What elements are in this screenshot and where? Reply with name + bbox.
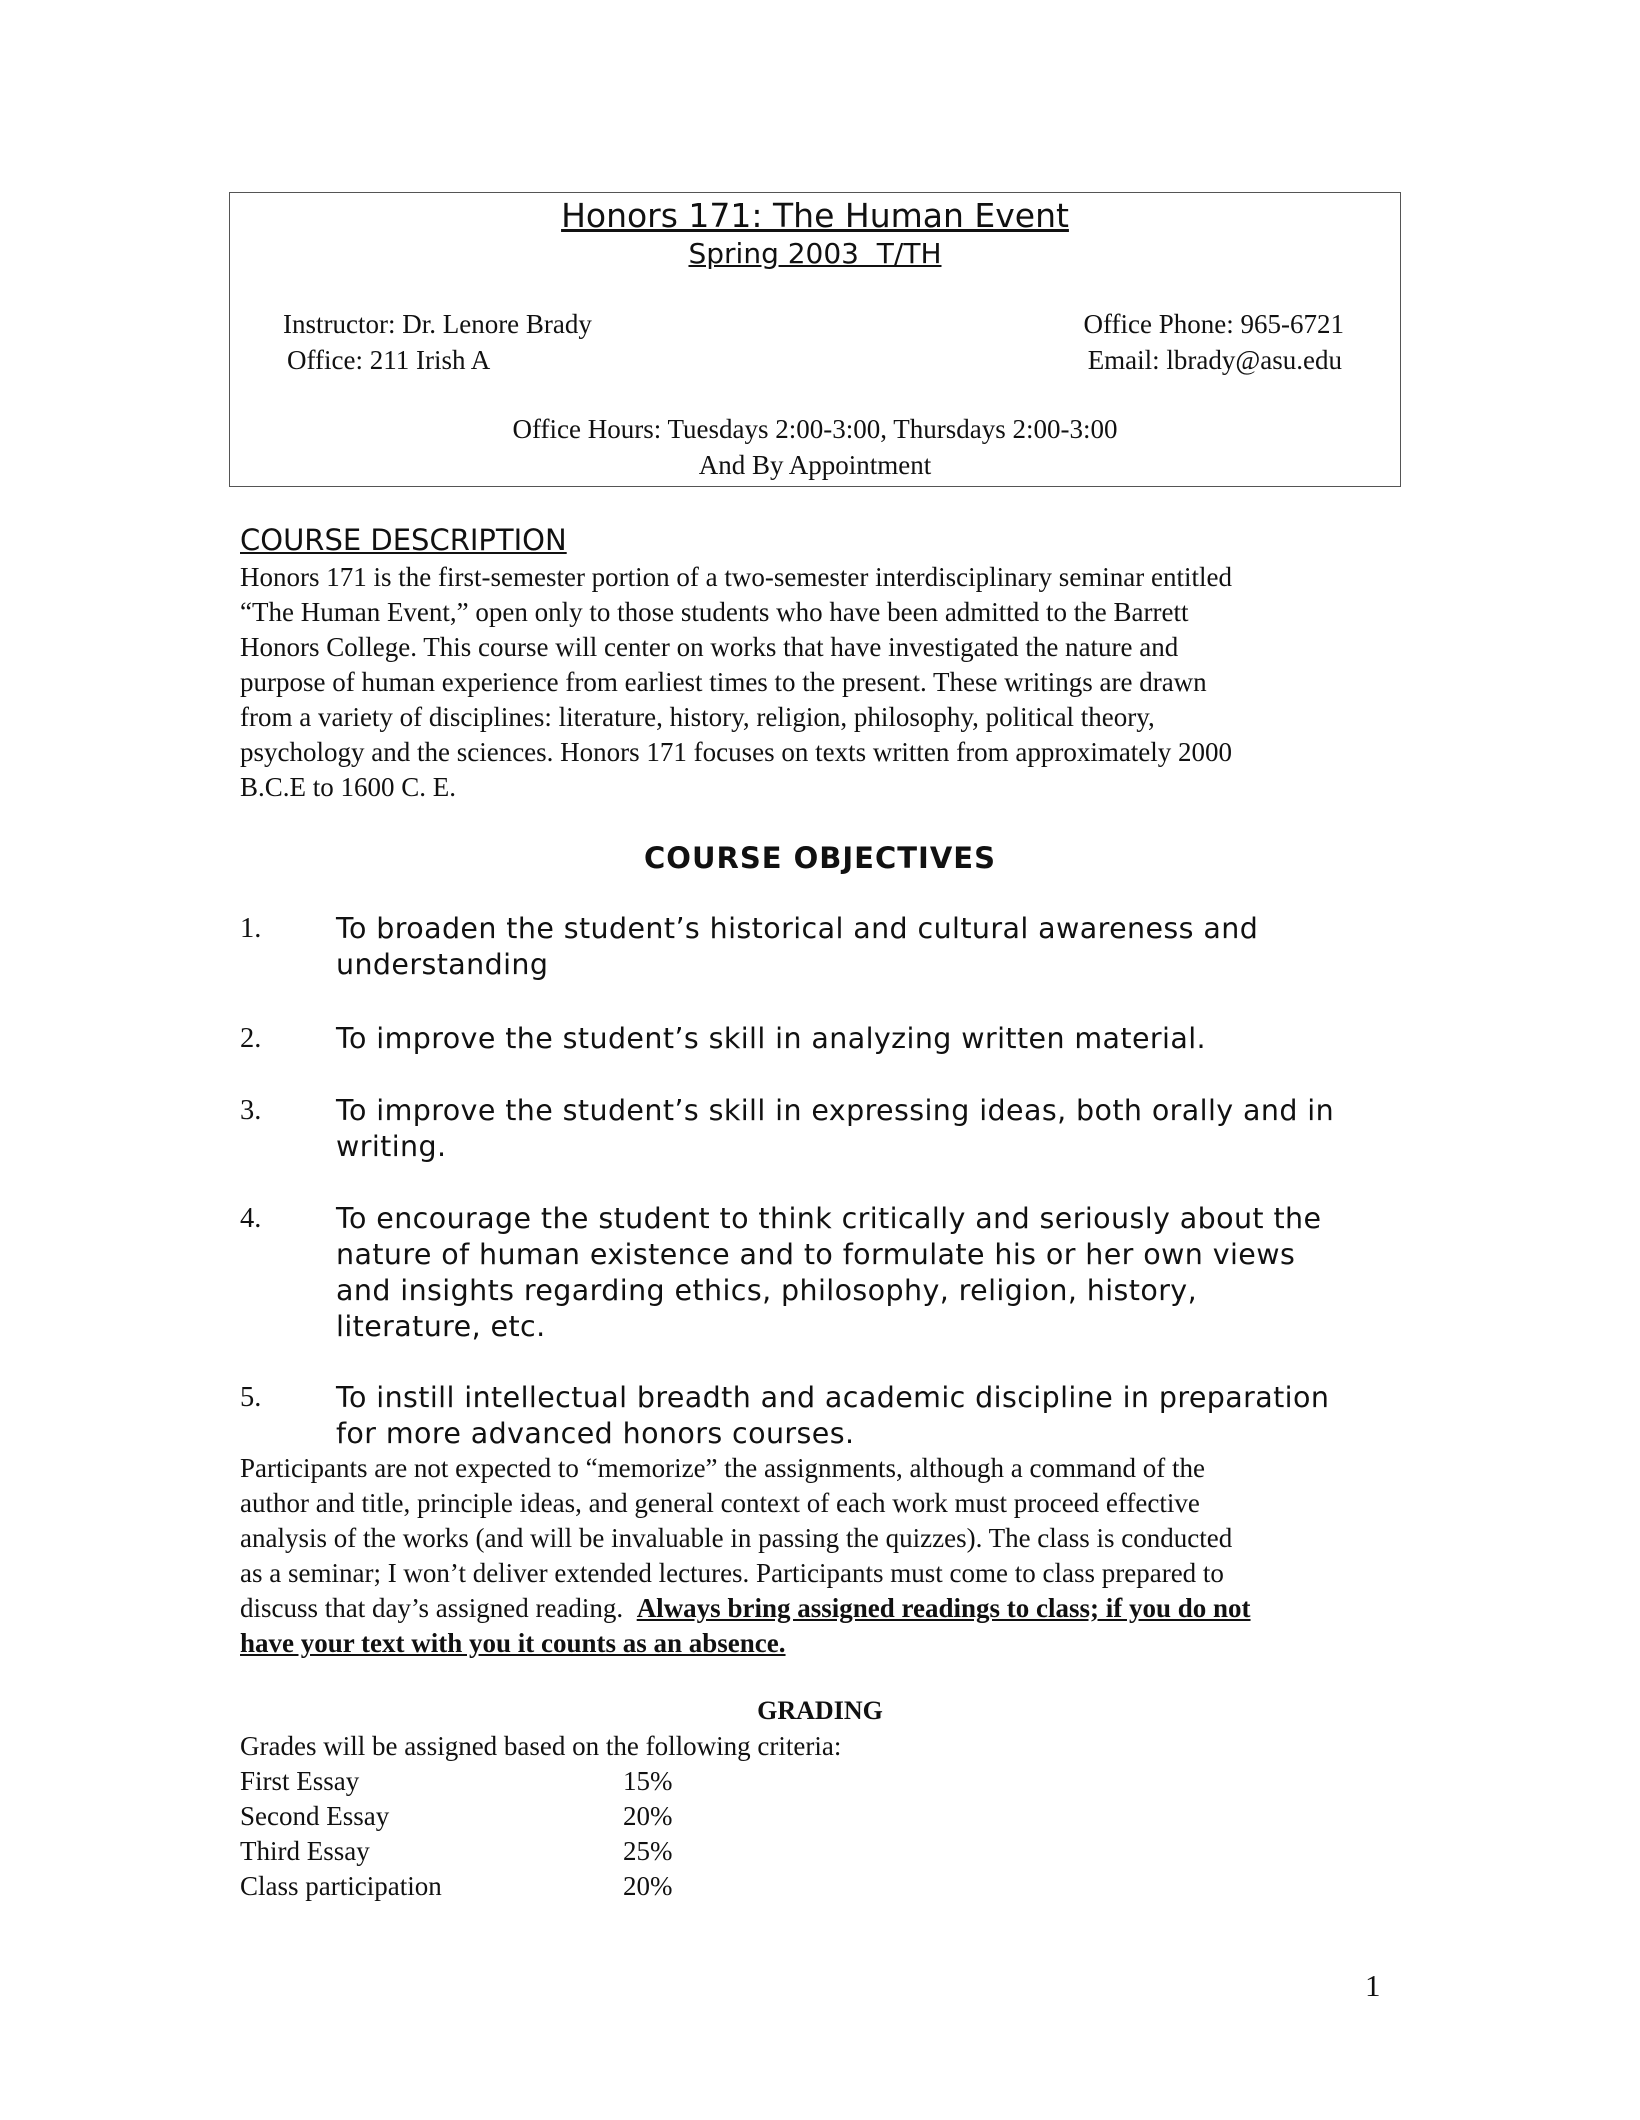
objective-line: nature of human existence and to formulate his or her own views bbox=[336, 1238, 1296, 1271]
paragraph-text: discuss that day’s assigned reading. bbox=[240, 1593, 637, 1623]
grading-intro: Grades will be assigned based on the following criteria: bbox=[240, 1731, 842, 1761]
course-description-heading: COURSE DESCRIPTION bbox=[240, 523, 567, 557]
paragraph-line: psychology and the sciences. Honors 171 focuses on texts written from approximately 2000 bbox=[240, 737, 1233, 767]
objective-number: 1. bbox=[240, 913, 262, 944]
objective-line: and insights regarding ethics, philosophy, religion, history, bbox=[336, 1274, 1198, 1307]
paragraph-line: Participants are not expected to “memorize” the assignments, although a command of the bbox=[240, 1453, 1205, 1483]
objective-line: To encourage the student to think critically and seriously about the bbox=[336, 1202, 1322, 1235]
grading-row bbox=[240, 1834, 840, 1868]
grading-item: Class participation bbox=[240, 1871, 442, 1901]
objective-number: 4. bbox=[240, 1203, 262, 1234]
participation-paragraph bbox=[240, 1451, 1405, 1661]
grading-heading: GRADING bbox=[757, 1696, 883, 1725]
grading-row bbox=[240, 1764, 840, 1798]
objective-line: for more advanced honors courses. bbox=[336, 1417, 855, 1450]
objective-number: 2. bbox=[240, 1023, 262, 1054]
objective-number: 5. bbox=[240, 1382, 262, 1413]
grading-percent: 15% bbox=[623, 1766, 673, 1796]
objective-number: 3. bbox=[240, 1095, 262, 1126]
grading-item: Third Essay bbox=[240, 1836, 370, 1866]
grading-row bbox=[240, 1799, 840, 1833]
office-hours-appointment: And By Appointment bbox=[698, 450, 932, 480]
objective-line: writing. bbox=[336, 1130, 447, 1163]
office-location: Office: 211 Irish A bbox=[287, 345, 491, 375]
paragraph-line: Honors 171 is the first-semester portion of a two-semester interdisciplinary seminar entitled bbox=[240, 562, 1232, 592]
office-phone: Office Phone: 965-6721 bbox=[1083, 309, 1344, 339]
course-title: Honors 171: The Human Event bbox=[561, 196, 1069, 235]
course-term: Spring 2003 T/TH bbox=[688, 237, 942, 270]
objective-line: To instill intellectual breadth and academic discipline in preparation bbox=[336, 1381, 1330, 1414]
paragraph-line: Honors College. This course will center on works that have investigated the nature and bbox=[240, 632, 1179, 662]
objective-line: To improve the student’s skill in analyzing written material. bbox=[336, 1022, 1207, 1055]
paragraph-line: B.C.E to 1600 C. E. bbox=[240, 772, 457, 802]
course-header-box bbox=[229, 192, 1401, 487]
instructor-email: Email: lbrady@asu.edu bbox=[1087, 345, 1342, 375]
paragraph-line: “The Human Event,” open only to those students who have been admitted to the Barrett bbox=[240, 597, 1189, 627]
page-number: 1 bbox=[1365, 1968, 1381, 2003]
paragraph-line: as a seminar; I won’t deliver extended lectures. Participants must come to class prepared to bbox=[240, 1558, 1224, 1588]
paragraph-line bbox=[240, 1591, 1405, 1626]
attendance-rule-emphasis: Always bring assigned readings to class; if you do not bbox=[636, 1593, 1251, 1623]
paragraph-line: from a variety of disciplines: literature, history, religion, philosophy, political theory, bbox=[240, 702, 1155, 732]
grading-percent: 25% bbox=[623, 1836, 673, 1866]
instructor-name: Instructor: Dr. Lenore Brady bbox=[283, 309, 592, 339]
attendance-rule-emphasis: have your text with you it counts as an absence. bbox=[240, 1628, 786, 1658]
paragraph-line: author and title, principle ideas, and general context of each work must proceed effective bbox=[240, 1488, 1200, 1518]
grading-item: First Essay bbox=[240, 1766, 360, 1796]
grading-row bbox=[240, 1869, 840, 1903]
grading-percent: 20% bbox=[623, 1801, 673, 1831]
grading-item: Second Essay bbox=[240, 1801, 390, 1831]
objective-line: To improve the student’s skill in expressing ideas, both orally and in bbox=[336, 1094, 1335, 1127]
paragraph-line: purpose of human experience from earliest times to the present. These writings are drawn bbox=[240, 667, 1207, 697]
objective-line: To broaden the student’s historical and cultural awareness and bbox=[336, 912, 1259, 945]
course-description-paragraph bbox=[240, 560, 1405, 805]
course-objectives-heading: COURSE OBJECTIVES bbox=[644, 841, 996, 875]
objective-line: understanding bbox=[336, 948, 549, 981]
paragraph-line: analysis of the works (and will be invaluable in passing the quizzes). The class is conducted bbox=[240, 1523, 1233, 1553]
objective-line: literature, etc. bbox=[336, 1310, 546, 1343]
office-hours: Office Hours: Tuesdays 2:00-3:00, Thursdays 2:00-3:00 bbox=[512, 414, 1118, 444]
grading-percent: 20% bbox=[623, 1871, 673, 1901]
